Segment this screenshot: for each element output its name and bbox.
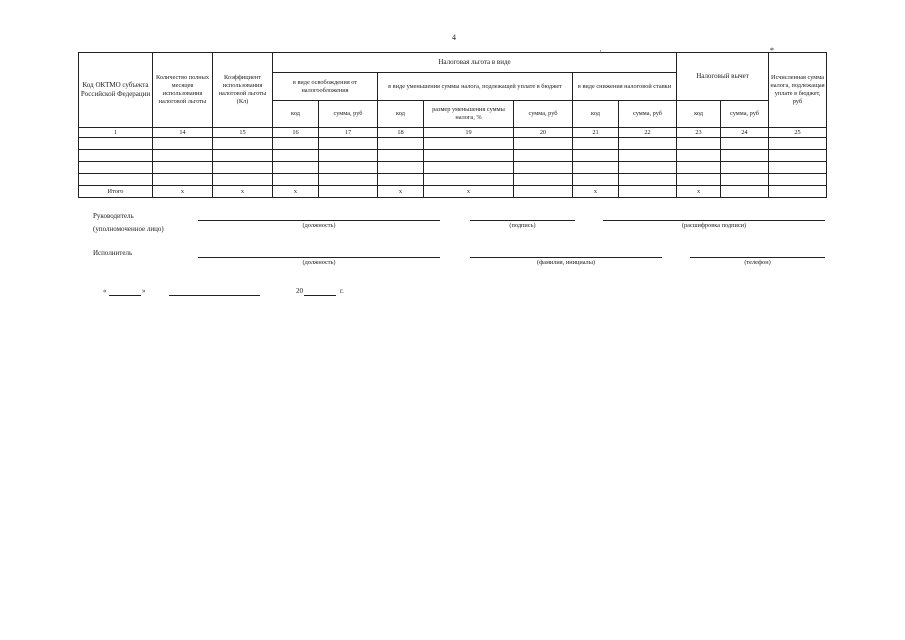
header-reduction-percent: размер уменьшения суммы налога, % — [424, 101, 514, 128]
total-cell[interactable] — [514, 186, 573, 198]
column-number: 24 — [721, 128, 769, 138]
table-cell[interactable] — [619, 162, 677, 174]
executor-name-line[interactable] — [470, 257, 662, 258]
page-number: 4 — [452, 33, 456, 42]
column-number: 23 — [677, 128, 721, 138]
table-cell[interactable] — [514, 138, 573, 150]
table-cell[interactable] — [573, 150, 619, 162]
table-row — [79, 150, 827, 162]
table-cell[interactable] — [273, 150, 319, 162]
header-months: Количество полных месяцев использования налоговой льготы — [153, 53, 213, 128]
total-cell: x — [573, 186, 619, 198]
head-signature-caption: (подпись) — [509, 222, 536, 229]
table-cell[interactable] — [769, 162, 827, 174]
table-cell[interactable] — [153, 138, 213, 150]
table-cell[interactable] — [514, 150, 573, 162]
table-cell[interactable] — [319, 162, 378, 174]
table-cell[interactable] — [79, 162, 153, 174]
table-cell[interactable] — [273, 138, 319, 150]
table-cell[interactable] — [79, 138, 153, 150]
table-cell[interactable] — [153, 162, 213, 174]
tick-mark: ' — [600, 49, 602, 57]
table-cell[interactable] — [319, 150, 378, 162]
table-cell[interactable] — [319, 138, 378, 150]
executor-phone-line[interactable] — [690, 257, 825, 258]
table-cell[interactable] — [677, 174, 721, 186]
table-cell[interactable] — [79, 174, 153, 186]
total-cell: x — [273, 186, 319, 198]
date-day-line[interactable] — [109, 295, 141, 296]
executor-phone-caption: (телефон) — [744, 259, 771, 266]
table-cell[interactable] — [213, 174, 273, 186]
column-number: 1 — [79, 128, 153, 138]
table-cell[interactable] — [677, 162, 721, 174]
table-cell[interactable] — [573, 138, 619, 150]
header-code-exemption: код — [273, 101, 319, 128]
column-number: 18 — [378, 128, 424, 138]
total-cell[interactable] — [319, 186, 378, 198]
table-cell[interactable] — [424, 150, 514, 162]
column-number: 14 — [153, 128, 213, 138]
header-calculated-tax: Исчисленная сумма налога, подлежащая уплате в бюджет, руб — [769, 53, 827, 128]
date-month-line[interactable] — [169, 295, 260, 296]
column-number: 22 — [619, 128, 677, 138]
header-tax-deduction-group: Налоговый вычет — [677, 53, 769, 101]
executor-position-caption: (должность) — [302, 259, 336, 266]
column-number: 16 — [273, 128, 319, 138]
head-label: Руководитель — [93, 212, 134, 220]
table-cell[interactable] — [514, 162, 573, 174]
head-sublabel: (уполномоченное лицо) — [93, 225, 164, 233]
tax-benefit-table — [78, 52, 827, 198]
total-cell[interactable] — [769, 186, 827, 198]
header-rate-reduction: в виде снижения налоговой ставки — [573, 73, 677, 101]
total-row — [79, 186, 827, 198]
date-year-prefix: 20 — [296, 287, 303, 295]
table-cell[interactable] — [721, 138, 769, 150]
head-decode-caption: (расшифровка подписи) — [681, 222, 747, 229]
table-cell[interactable] — [573, 162, 619, 174]
total-cell: x — [378, 186, 424, 198]
total-cell: x — [677, 186, 721, 198]
header-sum-deduction: сумма, руб — [721, 101, 769, 128]
table-cell[interactable] — [319, 174, 378, 186]
table-cell[interactable] — [213, 138, 273, 150]
header-tax-benefit-group: Налоговая льгота в виде — [273, 53, 677, 73]
table-cell[interactable] — [213, 162, 273, 174]
header-reduction: в виде уменьшения суммы налога, подлежащей уплате в бюджет — [378, 73, 573, 101]
table-cell[interactable] — [378, 150, 424, 162]
table-cell[interactable] — [721, 174, 769, 186]
table-cell[interactable] — [619, 150, 677, 162]
date-close-quote: » — [142, 287, 146, 295]
table-row — [79, 162, 827, 174]
column-number: 17 — [319, 128, 378, 138]
table-row — [79, 174, 827, 186]
head-position-line[interactable] — [198, 220, 440, 221]
header-oktmo: Код ОКТМО субъекта Российской Федерации — [79, 53, 153, 128]
executor-label: Исполнитель — [93, 249, 133, 257]
table-cell[interactable] — [378, 174, 424, 186]
date-year-suffix: г. — [340, 287, 344, 295]
total-cell: x — [213, 186, 273, 198]
header-code-rate: код — [573, 101, 619, 128]
table-cell[interactable] — [424, 174, 514, 186]
table-cell[interactable] — [573, 174, 619, 186]
table-cell[interactable] — [721, 162, 769, 174]
column-number: 21 — [573, 128, 619, 138]
header-row-1 — [79, 53, 827, 73]
table-row — [79, 138, 827, 150]
table-cell[interactable] — [769, 150, 827, 162]
table-cell[interactable] — [677, 150, 721, 162]
table-cell[interactable] — [769, 138, 827, 150]
table-cell[interactable] — [619, 174, 677, 186]
table-cell[interactable] — [769, 174, 827, 186]
table-cell[interactable] — [153, 150, 213, 162]
header-sum-rate: сумма, руб — [619, 101, 677, 128]
header-code-reduction: код — [378, 101, 424, 128]
table-cell[interactable] — [378, 138, 424, 150]
total-cell[interactable] — [619, 186, 677, 198]
header-sum-exemption: сумма, руб — [319, 101, 378, 128]
column-number: 15 — [213, 128, 273, 138]
table-cell[interactable] — [514, 174, 573, 186]
header-exemption: в виде освобождения от налогообложения — [273, 73, 378, 101]
head-decode-line[interactable] — [603, 220, 825, 221]
date-open-quote: « — [103, 287, 107, 295]
table-cell[interactable] — [619, 138, 677, 150]
table-cell[interactable] — [79, 150, 153, 162]
table-cell[interactable] — [213, 150, 273, 162]
table-cell[interactable] — [721, 150, 769, 162]
table-cell[interactable] — [677, 138, 721, 150]
column-number: 20 — [514, 128, 573, 138]
total-cell: x — [153, 186, 213, 198]
corner-mark: * — [770, 46, 774, 55]
table-cell[interactable] — [378, 162, 424, 174]
column-number: 25 — [769, 128, 827, 138]
table-cell[interactable] — [273, 162, 319, 174]
date-year-line[interactable] — [304, 295, 336, 296]
head-signature-line[interactable] — [470, 220, 575, 221]
total-label: Итого — [79, 186, 153, 198]
total-cell: x — [424, 186, 514, 198]
total-cell[interactable] — [721, 186, 769, 198]
executor-name-caption: (фамилия, инициалы) — [536, 259, 596, 266]
column-number-row — [79, 128, 827, 138]
column-number: 19 — [424, 128, 514, 138]
header-code-deduction: код — [677, 101, 721, 128]
table-cell[interactable] — [153, 174, 213, 186]
executor-position-line[interactable] — [198, 257, 440, 258]
header-coefficient: Коэффициент использования налоговой льготы (Кл) — [213, 53, 273, 128]
head-position-caption: (должность) — [302, 222, 336, 229]
table-cell[interactable] — [424, 162, 514, 174]
table-cell[interactable] — [424, 138, 514, 150]
table-cell[interactable] — [273, 174, 319, 186]
header-sum-reduction: сумма, руб — [514, 101, 573, 128]
